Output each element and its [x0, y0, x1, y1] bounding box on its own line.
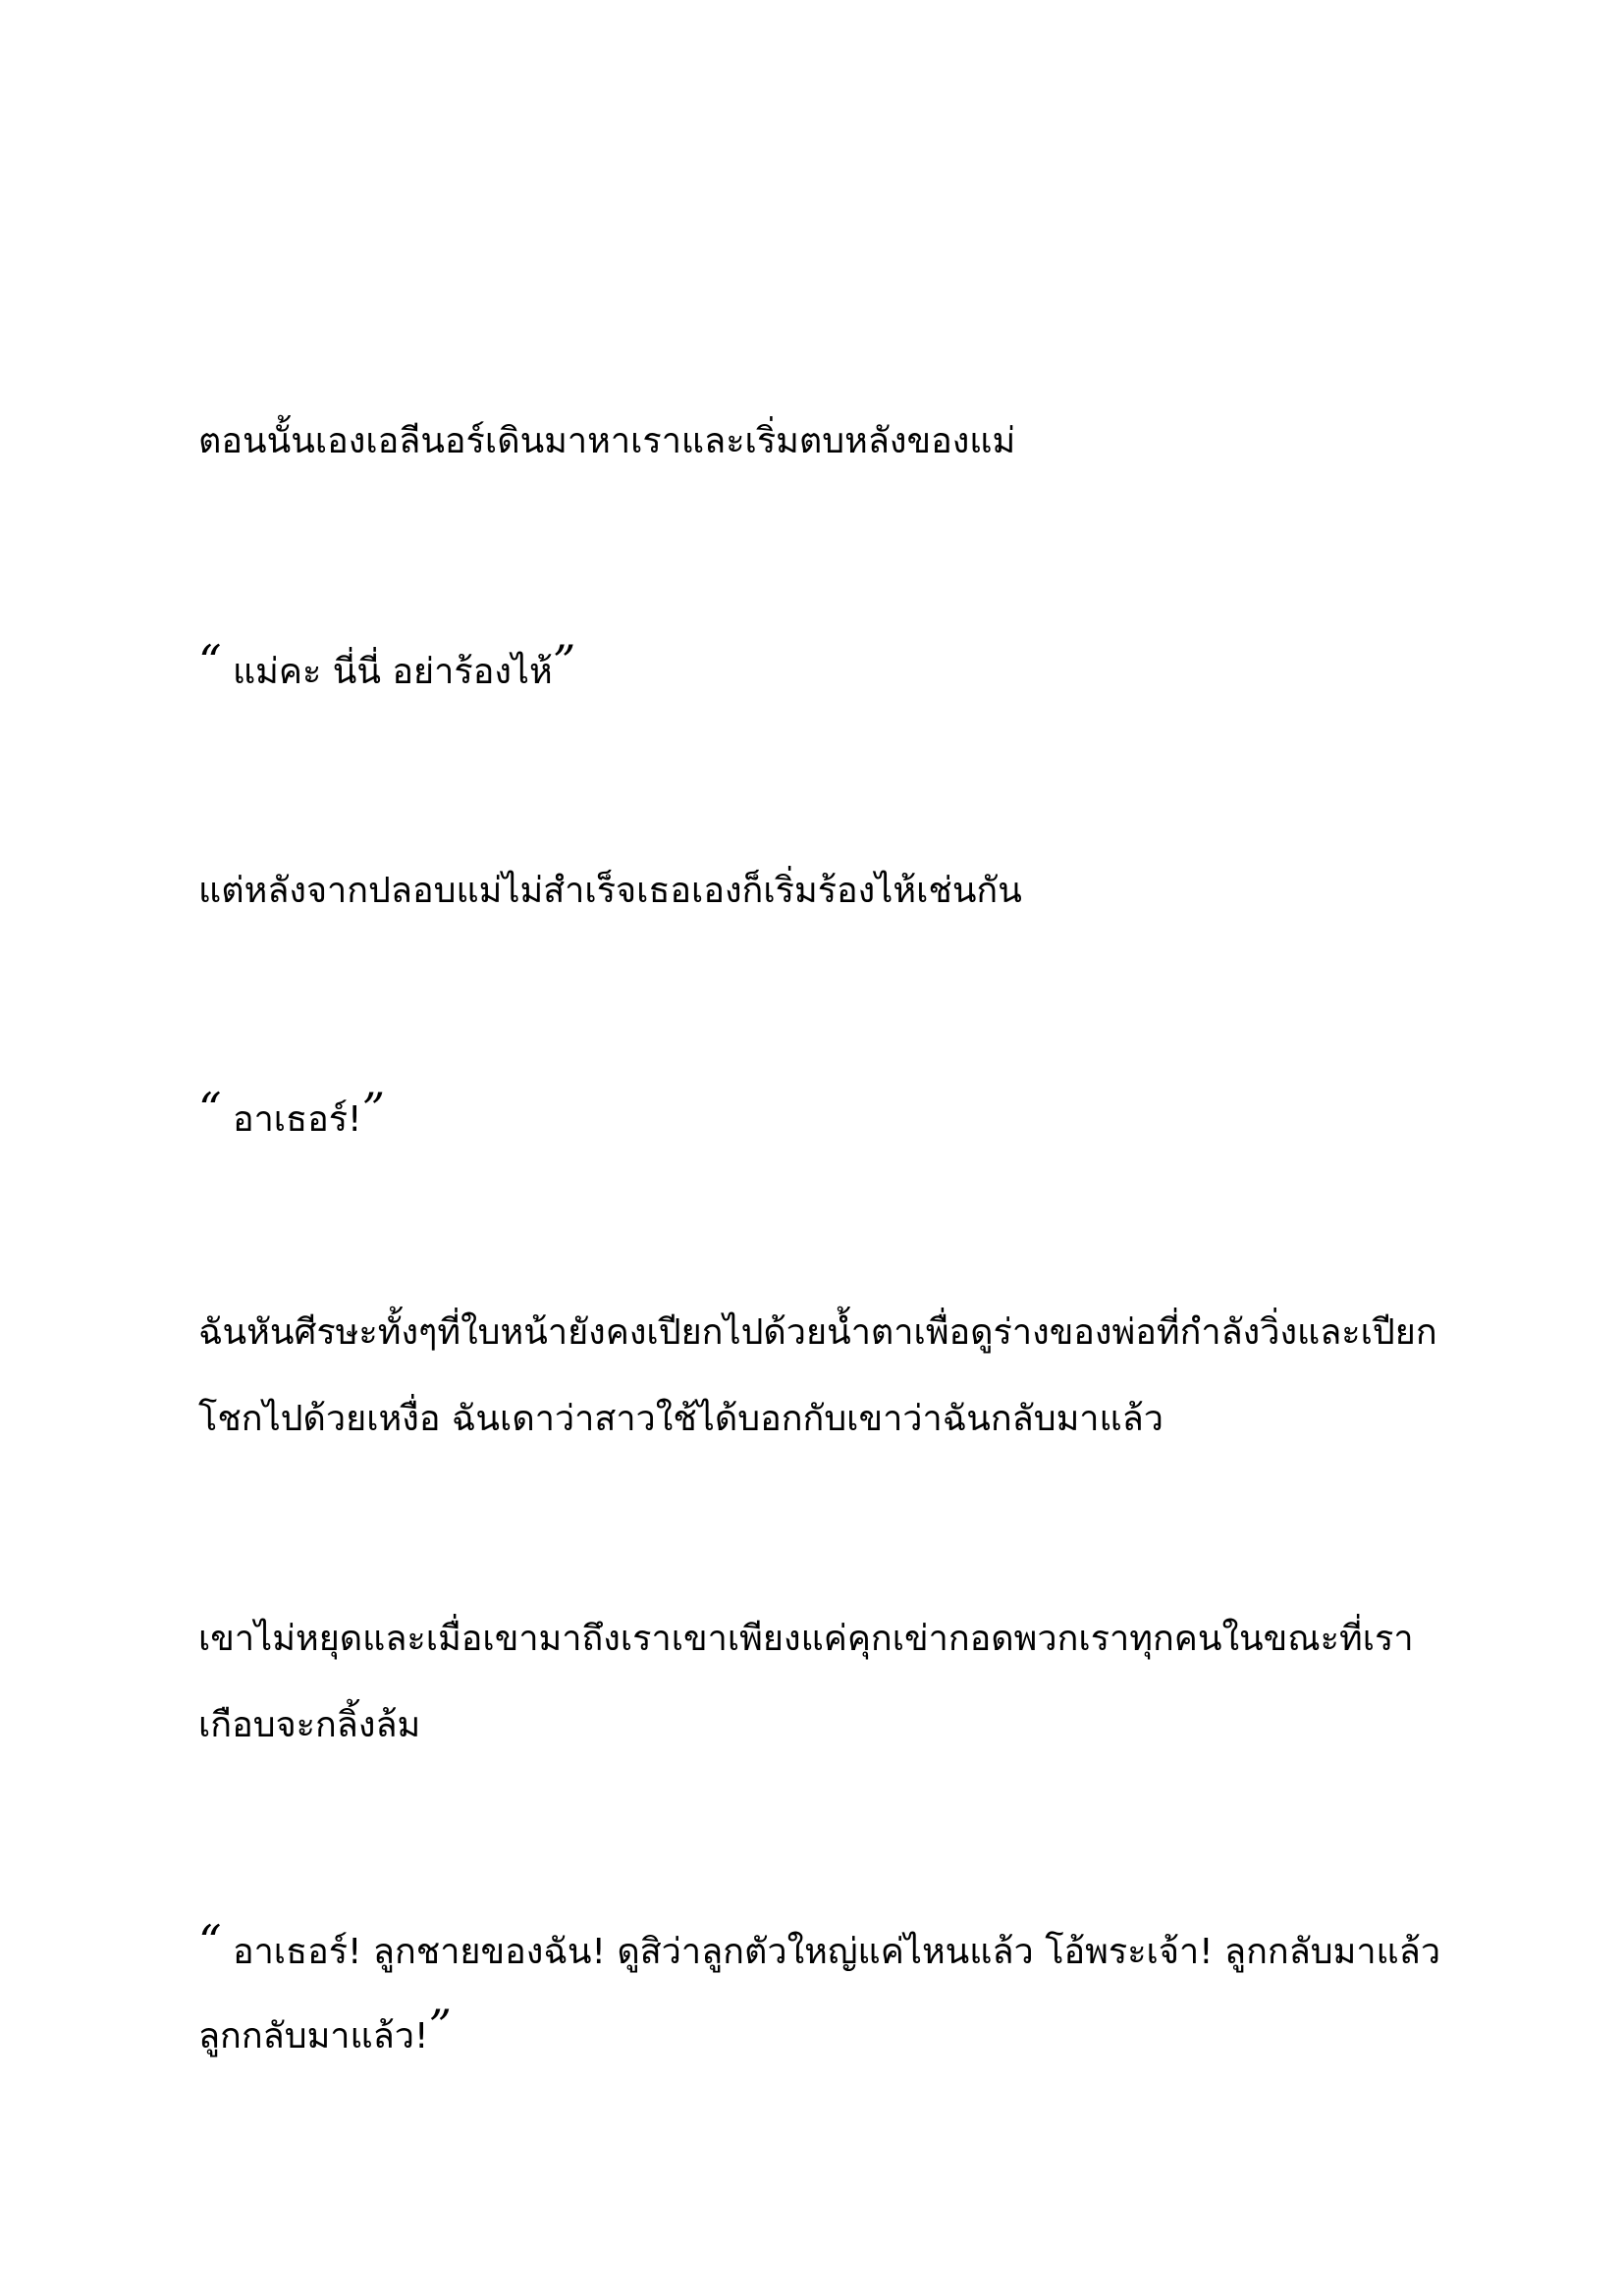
- open-quote: “: [198, 635, 222, 688]
- paragraph-2-line-1: [198, 635, 576, 696]
- paragraph-3-line-1: [198, 868, 1022, 915]
- paragraph-5-line-2: [198, 1396, 1164, 1443]
- paragraph-6-line-1: [198, 1616, 1414, 1663]
- text: เขาไม่หยุดและเมื่อเขามาถึงเราเขาเพียงแค่คุกเข่ากอดพวกเราทุกคนในขณะที่เรา: [198, 1619, 1414, 1659]
- open-quote: “: [198, 1915, 222, 1968]
- text: อาเธอร์! ลูกชายของฉัน! ดูสิว่าลูกตัวใหญ่แค่ไหนแล้ว โอ้พระเจ้า! ลูกกลับมาแล้ว: [221, 1932, 1441, 1972]
- text: ลูกกลับมาแล้ว!: [198, 2016, 429, 2056]
- text: แต่หลังจากปลอบแม่ไม่สำเร็จเธอเองก็เริ่มร้องไห้เช่นกัน: [198, 871, 1022, 911]
- paragraph-6-line-2: [198, 1702, 420, 1749]
- paragraph-7-line-1: [198, 1915, 1441, 1976]
- paragraph-1-line-1: [198, 418, 1015, 465]
- open-quote: “: [198, 1083, 222, 1136]
- paragraph-7-line-2: [198, 2000, 452, 2060]
- paragraph-4-line-1: [198, 1083, 386, 1144]
- close-quote: ”: [428, 2000, 452, 2053]
- text: ตอนนั้นเองเอลีนอร์เดินมาหาเราและเริ่มตบหลังของแม่: [198, 421, 1016, 461]
- text: โชกไปด้วยเหงื่อ ฉันเดาว่าสาวใช้ได้บอกกับเขาว่าฉันกลับมาแล้ว: [198, 1399, 1164, 1439]
- text: แม่คะ นี่นี่ อย่าร้องไห้: [221, 652, 553, 692]
- close-quote: ”: [552, 635, 576, 688]
- text: ฉันหันศีรษะทั้งๆที่ใบหน้ายังคงเปียกไปด้วยน้ำตาเพื่อดูร่างของพ่อที่กำลังวิ่งและเปียก: [198, 1312, 1437, 1353]
- close-quote: ”: [361, 1083, 386, 1136]
- text: อาเธอร์!: [221, 1099, 362, 1140]
- text: เกือบจะกลิ้งล้ม: [198, 1705, 421, 1745]
- paragraph-5-line-1: [198, 1309, 1437, 1357]
